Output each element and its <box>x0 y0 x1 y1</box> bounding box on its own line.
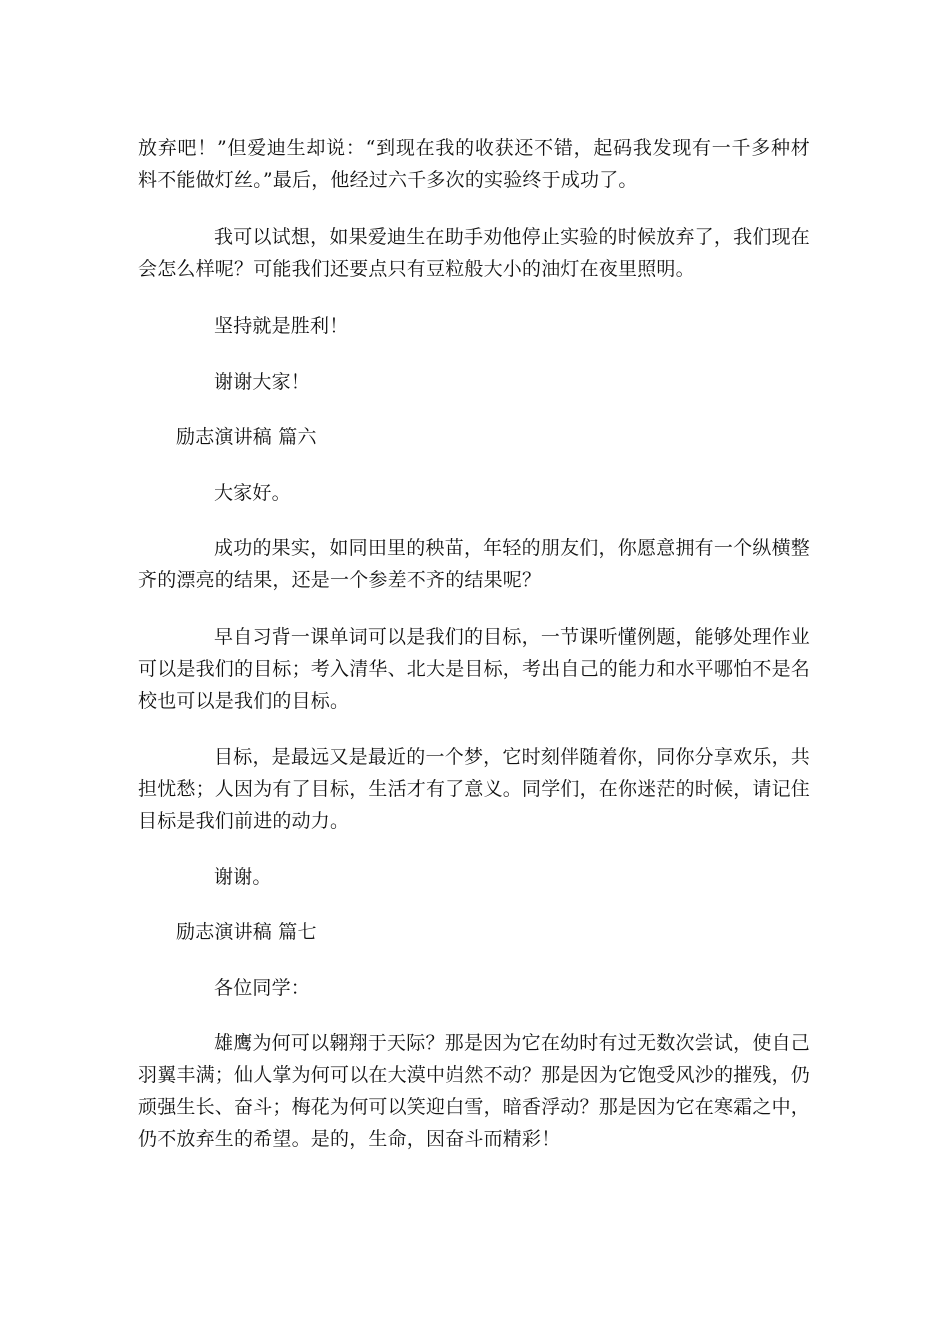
paragraph-edison-quote: 放弃吧！”但爱迪生却说：“到现在我的收获还不错，起码我发现有一千多种材料不能做灯丝。”最后，他经过六千多次的实验终于成功了。 <box>138 137 810 191</box>
paragraph-greeting: 大家好。 <box>214 482 291 504</box>
paragraph-persistence: 坚持就是胜利！ <box>214 315 349 337</box>
paragraph-success-fruit: 成功的果实，如同田里的秧苗，年轻的朋友们，你愿意拥有一个纵横整齐的漂亮的结果，还是一个参差不齐的结果呢？ <box>138 537 810 591</box>
section-heading-7: 励志演讲稿 篇七 <box>176 921 317 943</box>
paragraph-goals: 早自习背一课单词可以是我们的目标，一节课听懂例题，能够处理作业可以是我们的目标；考入清华、北大是目标，考出自己的能力和水平哪怕不是名校也可以是我们的目标。 <box>138 626 811 712</box>
section-heading-6: 励志演讲稿 篇六 <box>176 426 317 448</box>
paragraph-salutation: 各位同学： <box>214 977 311 999</box>
paragraph-thanks-all: 谢谢大家！ <box>214 371 311 393</box>
paragraph-edison-reflection: 我可以试想，如果爱迪生在助手劝他停止实验的时候放弃了，我们现在会怎么样呢？可能我们还要点只有豆粒般大小的油灯在夜里照明。 <box>138 226 810 280</box>
paragraph-eagle: 雄鹰为何可以翱翔于天际？那是因为它在幼时有过无数次尝试，使自己羽翼丰满；仙人掌为何可以在大漠中岿然不动？那是因为它饱受风沙的摧残，仍顽强生长、奋斗；梅花为何可以笑迎白雪，暗香浮动？那是因为它在寒霜之中，仍不放弃生的希望。是的，生命，因奋斗而精彩！ <box>138 1032 811 1150</box>
paragraph-goal-dream: 目标，是最远又是最近的一个梦，它时刻伴随着你，同你分享欢乐，共担忧愁；人因为有了目标，生活才有了意义。同学们，在你迷茫的时候，请记住目标是我们前进的动力。 <box>138 746 811 832</box>
paragraph-thanks: 谢谢。 <box>214 866 272 888</box>
